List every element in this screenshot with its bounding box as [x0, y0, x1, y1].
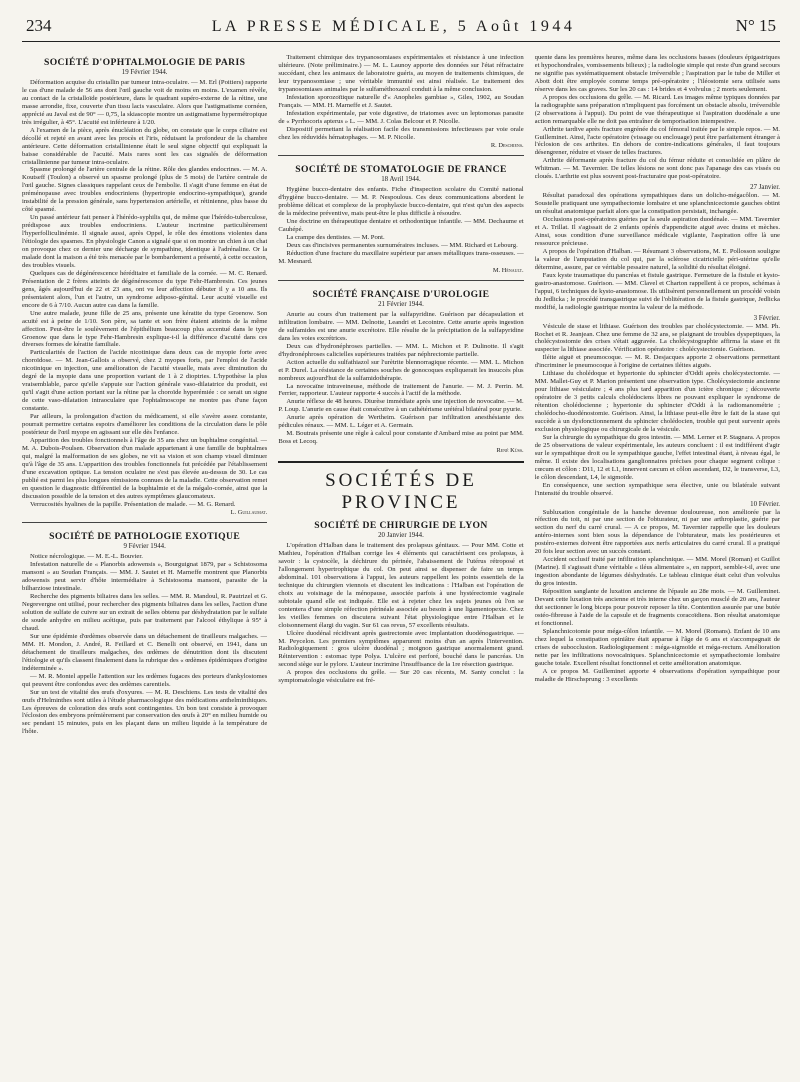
- meeting-date: 3 Février.: [753, 314, 780, 322]
- abstract-paragraph: Lithiase du cholédoque et hypertonie du sphincter d'Oddi après cholécystectomie. — MM. Mallet-Guy et P. Marion présentent une observation type. Cholécystectomie ancienne pour lithiase vésiculaire ; 4 ans plus tard apparition d'un ictère chronique ; découverte opératoire de 3 petits calculs cholédociens libres ne pouvant expliquer le syndrome de rétention cholédocienne ; hypertonie du sphincter d'Oddi à la radiomanométrie ; cholédocho-duodénostomie. Guérison. Ainsi, la lithiase peut-elle être le fait de la stase qui succède à un dysfonctionnement du sphincter cholédocien, trouble qui peut survenir après exclusion physiologique ou chirurgicale de la vésicule.: [534, 370, 780, 433]
- abstract-paragraph: Deux cas d'incisives permanentes surnuméraires incluses. — MM. Richard et Lebourg.: [286, 242, 518, 250]
- abstract-paragraph: En conséquence, une section sympathique sera élective, unie ou bilatérale suivant l'intensité du trouble observé.: [534, 481, 780, 497]
- abstract-paragraph: Déformation acquise du cristallin par tumeur intra-oculaire. — M. Erl (Poitiers) rapporte le cas d'une malade de 56 ans dont l'œil gauche voit de moins en moins. L'examen révèle, au contact de la cristalloïde postérieure, dans le quadrant supéro-externe de la rétine, une masse arrondie, fixe, couverte d'un tissu lacis vasculaire. Alors que l'astigmatisme cornéen, apprécié au Javal est de 90° — 0,75, la skiascopie montre un astigmatisme hypermétropique très irrégulier, à 45°. L'acuité est inférieure à 1/20.: [22, 79, 268, 126]
- section-heading: SOCIÉTÉ DE CHIRURGIE DE LYON: [314, 520, 488, 532]
- meeting-date: 10 Février.: [750, 500, 780, 508]
- abstract-paragraph: Verrucosités hyalines de la papille. Présentation de malade. — M. G. Renard.: [30, 500, 236, 508]
- abstract-paragraph: La novocaïne intraveineuse, méthode de traitement de l'anurie. — M. J. Perrin. M. Ferrier, rapporteur. L'auteur rapporte 4 succès à l'actif de la méthode.: [278, 382, 524, 398]
- column-right: [535, 54, 780, 1074]
- abstract-paragraph: Réposition sanglante de luxation ancienne de l'épaule au 28e mois. — M. Guilleminet. Devant cette luxation très ancienne et très interne chez un garçon musclé de 20 ans, l'auteur dut sectionner le long biceps pour pouvoir reposer la tête. Contention assurée par une butée ostéo-fibreuse à l'aide de la capsule et de fragments coracoïdiens. Bon résultat anatomique et fonctionnel.: [534, 588, 780, 627]
- abstract-paragraph: quente dans les premières heures, même dans les occlusions basses (douleurs épigastriques et hypochondrales, vomissements bilieux) ; la radiologie simple qui reste d'un grand secours ne signifie pas systématiquement obstacle irréversible ; l'aspiration par le tube de Miller et Abott doit être employée comme temps pré-opératoire ; l'iléostomie sera utilisée sans réserve dans les cas graves. Sur les 20 cas : 14 brides et 4 volvulus ; 2 morts seulement.: [534, 54, 780, 93]
- page-number: 234: [26, 16, 52, 35]
- abstract-paragraph: Dispositif permettant la réalisation facile des transmissions infectieuses par voie orale chez les réduvidés hématophages. — M. P. Nicolle.: [278, 125, 524, 141]
- abstract-paragraph: Deux cas d'hydronéphroses partielles. — MM. L. Michon et P. Dulinotte. Il s'agit d'hydronéphroses calicielles supérieures traitées par néphrectomie partielle.: [278, 342, 524, 358]
- signature: René Küss.: [496, 447, 524, 455]
- section-divider: [22, 522, 267, 523]
- meeting-date: 9 Février 1944.: [123, 543, 166, 551]
- columns: [22, 54, 780, 1074]
- signature: M. Hénault.: [492, 266, 524, 274]
- abstract-paragraph: Un passé antérieur fait penser à l'hérédo-syphilis qui, de même que l'hérédo-tuberculose, prédispose aux troubles endocriniens. L'auteur incrimine particulièrement l'hyperfolliculinémie. Il signale aussi, après Oppel, le rôle des émotions violentes dans l'étiologie des spasmes. En physiologie Canon a signalé que si on montre un chien à un chat on provoque chez ce dernier une décharge de sympathine, identique à l'adrénaline. Or la malade dont la maison a été très menacée par le bombardement a présenté, à cette occasion, des troubles visuels.: [22, 214, 268, 269]
- abstract-paragraph: Apparition des troubles fonctionnels à l'âge de 35 ans chez un buphtalme congénital. — M. A. Dubois-Poulsen. Observation d'un malade appartenant à une famille de buphtalmes qui, malgré la malformation de ses globes, ne vit sa vision et son champ visuel diminuer qu'à l'âge de 35 ans. L'apparition des troubles fonctionnels fut précédée par l'établissement d'une excavation optique. La tension oculaire ne s'est pas élevée au-dessus de 30. Le cas publié est parmi les plus longues rémissions connues de la maladie. Cette observation remet en question le diagnostic différentiel de la buphtalmie et de la mégalo-cornée, ainsi que la discussion possible de la tension et des autres symptômes glaucomateux.: [22, 436, 268, 500]
- journal-title: LA PRESSE MÉDICALE, 5 Août 1944: [211, 18, 576, 35]
- abstract-paragraph: M. Boutrais présente une règle à calcul pour constante d'Ambard mise au point par MM. Boss et Lecoq.: [278, 430, 524, 446]
- abstract-paragraph: Traitement chimique des trypanosomiases expérimentales et résistance à une infection ultérieure. (Note préliminaire.) — M. L. Launoy apporte des données sur l'état réfractaire succédant, chez les animaux de laboratoire guéris, au moyen de traitements chimiques, de leur trypanosomiase ; une véritable immunité est ainsi réalisée. Le traitement des trypanosomiases animales par le sulfaméthoxazol conduit à la même conclusion.: [278, 54, 524, 93]
- meeting-date: 27 Janvier.: [750, 184, 780, 192]
- abstract-paragraph: Spasme prolongé de l'artère centrale de la rétine. Rôle des glandes endocrines. — M. A. Koutseff (Toulon) a observé un spasme prolongé (plus de 5 mois) de l'artère centrale de l'œil gauche. Signes classiques rappelant ceux de l'embolie. Il s'agit d'une femme en état de préménopause avec troubles endocriniens (hypertropie endocrino-sympathique), grande instabilité de la pression générale, sans hypertension artérielle, et rétinienne, plus basse du côté spasmé.: [22, 166, 268, 214]
- abstract-paragraph: Infestation expérimentale, par voie digestive, de triatomes avec un leptomonas parasite de « Pyrrhocoris apterus » L. — MM. J. Colas Belcour et P. Nicolle.: [278, 109, 524, 125]
- abstract-paragraph: Sur une épidémie d'œdèmes observée dans un détachement de tirailleurs malgaches. — MM. H. Mondon, J. André, R. Feillard et C. Benelli ont observé, en 1941, dans un détachement de tirailleurs malgaches, des œdèmes de dénutrition dont ils discutent l'étiologie et qu'ils classent finalement dans la rubrique des « œdèmes épidémiques d'origine indéterminée ».: [22, 632, 268, 672]
- section-heading: SOCIÉTÉ FRANÇAISE D'UROLOGIE: [312, 288, 490, 300]
- abstract-paragraph: Sur la chirurgie du sympathique du gros intestin. — MM. Lerner et P. Stagnara. A propos de 25 observations de valeur expérimentale, les auteurs concluent : il est indifférent d'agir sur le sympathique droit ou le sympathique gauche, l'effet intestinal étant, à niveau égal, le même. Il existe des localisations ganglionnaires précises pour chaque segment colique : cœcum et côlon : D11, 12 et L1, innervent cæcum et côlon ascendant, D2, le transverse, L3, le côlon descendant, L4, le sigmoïde.: [534, 433, 780, 481]
- abstract-paragraph: A propos des occlusions du grêle. — M. Ricard. Les images même typiques données par la radiographie sans préparation n'impliquent pas forcément un obstacle absolu, irréversible (2 observations à l'appui). Du point de vue thérapeutique si l'aspiration duodénale a une action remarquable elle ne doit pas entraîner de temporisation intempestive.: [534, 93, 780, 125]
- abstract-paragraph: A ce propos M. Guilleminet apporte 4 observations d'opération sympathique pour maladie de Hirschsprung : 3 excellents: [534, 667, 780, 683]
- abstract-paragraph: Splanchnicotomie pour méga-côlon infantile. — M. Morel (Romans). Enfant de 10 ans chez lequel la constipation opiniâtre était apparue à l'âge de 6 ans et s'accompagnait de crises de subocclusion. Radiologiquement : méga-sigmoïde et méga-rectum. Amélioration nette par les infiltrations novocaïniques. Splanchnicectomie et sympathectomie lombaire gauche totale. Excellent résultat fonctionnel et cette amélioration anatomique.: [534, 627, 780, 667]
- abstract-paragraph: Sur un test de vitalité des œufs d'oxyures. — M. R. Deschiens. Les tests de vitalité des œufs d'Helminthes sont utiles à l'étude pharmacologique des médications anthelminthiques. Les épreuves de coloration des œufs sont contingentes. Un bon test consiste à provoquer l'éclosion des embryons prémièrement par conservation des œufs à 20° en milieu humide ou sec pendant 15 minutes, puis en les plaçant dans un milieu liquide à la température de l'hôte.: [22, 688, 268, 736]
- abstract-paragraph: Occlusions post-opératoires guéries par la seule aspiration duodénale. — MM. Tavernier et A. Trillat. Il s'agissait de 2 enfants opérés d'appendicite aiguë avec drains et mèches. Ainsi, sous condition d'une surveillance médicale vigilante, l'aspiration offre là une ressource précieuse.: [534, 216, 780, 247]
- issue-number: N° 15: [735, 16, 776, 35]
- abstract-paragraph: A l'examen de la pièce, après énucléation du globe, on constate que le corps ciliaire est décollé et rejeté en avant avec les procès et l'iris, réduisant la profondeur de la chambre antérieure. Cette déformation cristallinienne était le seul signe objectif qui expliquait la baisse considérable de l'acuité. Mais rares sont les cas signalés de déformation cristallinienne par tumeur intra-oculaire.: [22, 126, 268, 166]
- section-heading: SOCIÉTÉ DE PATHOLOGIE EXOTIQUE: [49, 531, 241, 543]
- abstract-paragraph: Une doctrine en thérapeutique dentaire et orthodontique infantile. — MM. Dechaume et Cauhépé.: [278, 218, 524, 234]
- abstract-paragraph: Recherche des pigments biliaires dans les selles. — MM. R. Mandoul, R. Pautrizel et G. Negrevergne ont utilisé, pour rechercher des pigments biliaires dans les selles, l'action d'une solution de sulfate de cuivre sur un extrait de selles obtenu par déshydratation par le sulfate de soude anhydre en milieu acétique, puis par traitement par l'alcool éthylique à 95° à chaud.: [22, 593, 268, 632]
- abstract-paragraph: Arthrite déformante après fracture du col du fémur réduite et consolidée en plâtre de Whitman. — M. Tavernier. De telles lésions ne sont donc pas l'apanage des cas vissés ou cloués. L'arthrite est plus souvent post-fracturaire que post-opératoire.: [534, 157, 780, 181]
- abstract-paragraph: Ulcère duodénal récidivant après gastrectomie avec implantation duodénogastrique. — M. Peycelon. Les premiers symptômes apparurent moins d'un an après l'intervention. Radiologiquement : gros ulcère duodénal ; moignon gastrique anormalement grand. Réintervention : estomac type Polya. L'ulcère est perforé, bouché dans le pancréas. Un second siège sur le pylore. L'auteur incrimine l'insuffisance de la 1re résection gastrique.: [278, 629, 524, 669]
- abstract-paragraph: Accident occlusif traité par infiltration splanchnique. — MM. Morel (Roman) et Guillot (Marine). Il s'agissait d'une véritable « iléus alimentaire », en rapport, semble-t-il, avec une ingestion abondante de légumes déshydratés. Le tableau clinique était celui d'un volvulus du gros intestin.: [534, 556, 780, 588]
- abstract-paragraph: Anurie réflexe de 48 heures. Diurèse immédiate après une injection de novocaïne. — M. P. Loup. L'anurie en cause était consécutive à un cathétérisme urétéral bilatéral pour pyurie.: [278, 398, 524, 414]
- abstract-paragraph: A propos de l'opération d'Halban. — Résumant 3 observations, M. E. Pollosson souligne la valeur de l'amputation du col qui, par la sclérose cicatricielle péri-utérine qu'elle détermine, assure, par ce véritable pessaire naturel, la solidité du résultat éloigné.: [534, 247, 780, 271]
- abstract-paragraph: Anurie au cours d'un traitement par la sulfapyridine. Guérison par décapsulation et infiltration lombaire. — MM. Delnotte, Leandri et Lecointre. Cette anurie après ingestion de sulfamides est une anurie excrétoire. Elle résulte de la précipitation de la sulfapyridine dans les voies excrétrices.: [278, 310, 524, 342]
- abstract-paragraph: Arthrite tardive après fracture engrénée du col fémoral traitée par le simple repos. — M. Guilleminet. Ainsi, l'acte opératoire (vissage ou enclouage) peut être parfaitement étranger à l'éclosion de ces arthrites. En dehors de contre-indications générales, il faut toujours désengrener, réduire et visser de telles fractures.: [534, 125, 780, 157]
- abstract-paragraph: Quelques cas de dégénérescence héréditaire et familiale de la cornée. — M. C. Renard. Présentation de 2 frères atteints de dégénérescence du type Fehr-Hambresin. Ces jeunes gens, âgés aujourd'hui de 22 et 23 ans, ont vu leur affection débuter il y a 10 ans. Ils présentaient alors, l'un et l'autre, un syndrome adiposo-génital. Leur acuité visuelle est encore de 6 à 7/10. Aucun autre cas dans la famille.: [22, 269, 268, 309]
- abstract-paragraph: Résultat paradoxal des opérations sympathiques dans un dolicho-mégacôlon. — M. Soustelle pratiquant une sympathectomie lombaire et une splanchnicectomie gauches obtint un résultat anatomique parfait alors que la constipation persistait, inchangée.: [534, 192, 780, 216]
- abstract-paragraph: L'opération d'Halban dans le traitement des prolapsus génitaux. — Pour MM. Cotte et Mathieu, l'opération d'Halban corrige les 4 éléments qui caractérisent ces prolapsus, à savoir : la cystocèle, la déchirure du périnée, l'abaissement de l'utérus rétroposé et l'allongement hypertrophique du col. On peut ainsi se dispenser de faire un temps abdominal. 101 observations à l'appui, les auteurs rappellent les points essentiels de la technique du chirurgien viennois et discutent les indications : l'Halban est l'opération de choix au voisinage de la ménopause, associée parfois à une hystérectomie vaginale subtotale quand elle est indiquée. Elle est à rejeter chez les sujets jeunes où l'on se contentera d'une simple réfection périnéale associée au besoin à une ligamentopexie. Chez les vieilles femmes on discutera suivant l'état physiologique entre l'Halban et le cloisonnement élargi du vagin. Sur 61 cas revus, 57 excellents résultats.: [278, 542, 524, 629]
- abstract-paragraph: Notice nécrologique. — M. E.-L. Bouvier.: [30, 553, 143, 561]
- section-divider: [278, 155, 523, 156]
- abstract-paragraph: Anurie après opération de Wertheim. Guérison par infiltration anesthésiante des pédicules rénaux. — MM. L. Léger et A. Germain.: [278, 414, 524, 430]
- meeting-date: 21 Février 1944.: [378, 300, 424, 308]
- abstract-paragraph: Par ailleurs, la prolongation d'action du médicament, si elle s'avère assez constante, pourrait permettre certains espoirs d'améliorer les conditions de la circulation dans le pôle postérieur de l'œil myope en agissant sur elle dès l'enfance.: [22, 413, 268, 436]
- signature: R. Deschiens.: [490, 142, 524, 150]
- abstract-paragraph: Réduction d'une fracture du maxillaire supérieur par anses métalliques trans-osseuses. — M. Mesnard.: [278, 250, 524, 266]
- abstract-paragraph: Une autre malade, jeune fille de 25 ans, présente une kératite du type Groenow. Son acuité est à peine de 1/10. Son père, sa tante et son frère étaient atteints de la même affection. Peut-être le soulèvement de l'épithélium beaucoup plus accentué dans le type Groenow que dans le type Fehr-Hambresin explique-t-il la différence d'acuité dans ces diverses formes de kératite familiale.: [22, 309, 268, 349]
- part-heading: SOCIÉTÉS DE PROVINCE: [325, 470, 477, 514]
- abstract-paragraph: Infestation naturelle de « Planorbis adowensis », Bourguignat 1879, par « Schistosoma mansoni » au Soudan Français. — MM. J. Sautet et H. Marneffe montrent que Planorbis adowensis peut servir d'hôte intermédiaire à Schistosoma mansoni, parasite de la bilharziose intestinale.: [22, 561, 268, 593]
- column-middle: [278, 54, 523, 1074]
- meeting-date: 20 Janvier 1944.: [378, 532, 424, 540]
- column-left: [22, 54, 267, 1074]
- abstract-paragraph: Hygiène bucco-dentaire des enfants. Fiche d'inspection scolaire du Comité national d'hygiène bucco-dentaire. — M. P. Nespoulous. Ces deux communications abordent le problème délicat et complexe de la prophylaxie bucco-dentaire, qui n'est qu'un des aspects de la médecine préventive, mais peut-être le plus difficile à résoudre.: [278, 186, 524, 218]
- abstract-paragraph: Infestation sporozoïtique naturelle d'« Anopheles gambiae », Giles, 1902, au Soudan Français. — MM. H. Marneffe et J. Sautet.: [278, 93, 524, 109]
- meeting-date: 18 Avril 1944.: [381, 176, 421, 184]
- section-heading: SOCIÉTÉ DE STOMATOLOGIE DE FRANCE: [295, 164, 507, 176]
- running-header: [22, 14, 780, 42]
- abstract-paragraph: Vésicule de stase et lithiase. Guérison des troubles par cholécystectomie. — MM. Ph. Rochet et R. Jeanjean. Chez une femme de 32 ans, se plaignant de troubles dyspeptiques, la cholécystostomie des crises s'était aggravée. La cholécystographie affirma la stase et fit suspecter la lithiase associée. Vérification opératoire : cholécystectomie. Guérison.: [534, 322, 780, 354]
- abstract-paragraph: Faux kyste traumatique du pancréas et fistule gastrique. Fermeture de la fistule et kysto-gastro-anastomose. Guérison. — MM. Clavel et Charton rappellent à ce propos, schémas à l'appui, 6 techniques de kysto-anastomose. Ils utilisèrent personnellement un procédé voisin du Jedlicka ; le procédé transgastrique suivi de l'oblitération de la fistule gastrique, Jedlicka modifié, la radiologie gastrique montra la valeur de la méthode.: [534, 271, 780, 311]
- section-divider: [278, 461, 523, 463]
- abstract-paragraph: La crampe des dentistes. — M. Pont.: [286, 234, 385, 242]
- signature: L. Guillaumat.: [230, 509, 268, 517]
- abstract-paragraph: Action actuelle du sulfathiazol sur l'urètrite blennorragique récente. — MM. L. Michon et P. Durel. La résistance de certaines souches de gonocoques expliquerait les insuccès plus nombreux aujourd'hui de la sulfamidothérapie.: [278, 358, 524, 382]
- meeting-date: 19 Février 1944.: [121, 69, 168, 76]
- section-divider: [278, 280, 523, 281]
- abstract-paragraph: Iléite aiguë et pneumocoque. — M. R. Desjacques apporte 2 observations permettant d'incriminer le pneumocoque à l'origine de certaines iléites aiguës.: [534, 354, 780, 370]
- abstract-paragraph: — M. R. Montel appelle l'attention sur les œdèmes fugaces des porteurs d'ankylostomes qui peuvent être confondus avec des œdèmes carentiels.: [22, 672, 268, 688]
- section-heading: SOCIÉTÉ D'OPHTALMOLOGIE DE PARIS: [43, 57, 246, 68]
- abstract-paragraph: Particularités de l'action de l'acide nicotinique dans deux cas de myopie forte avec choroïdose. — M. Jean-Gallois a observé, chez 2 myopes forts, par l'emploi de l'acide nicotinique en injection, une amélioration de l'acuité visuelle, mais avec diminution du degré de la myopie dans une proportion variant de 1 à 2 dioptries. L'hypothèse la plus vraisemblable, parce qu'elle s'appuie sur l'action générale vaso-dilatatrice du produit, est qu'il s'agit d'une action portant sur la rétine par la choroïde hyperémiée : ce serait un signe de cette vaso-dilatation intraoculaire que l'ophtalmoscope ne montre pas d'une façon constante.: [22, 349, 268, 413]
- abstract-paragraph: A propos des occlusions du grêle. — Sur 20 cas récents, M. Santy conclut : la symptomatologie vésiculaire est fré-: [278, 669, 524, 685]
- abstract-paragraph: Subluxation congénitale de la hanche devenue douloureuse, non améliorée par la réfection du toit, ni par une section de l'obturateur, ni par une arthroplastie, guérie par section du nerf du carré crural. — A ce propos, M. Tavernier rappelle que les douleurs antéro-internes sont bien sous la dépendance de l'obturateur, mais les postérieures et postéro-externes doivent être rapportées aux nerfs articulaires du carré crural. Il a pratiqué 20 fois leur section avec un succès constant.: [534, 508, 780, 556]
